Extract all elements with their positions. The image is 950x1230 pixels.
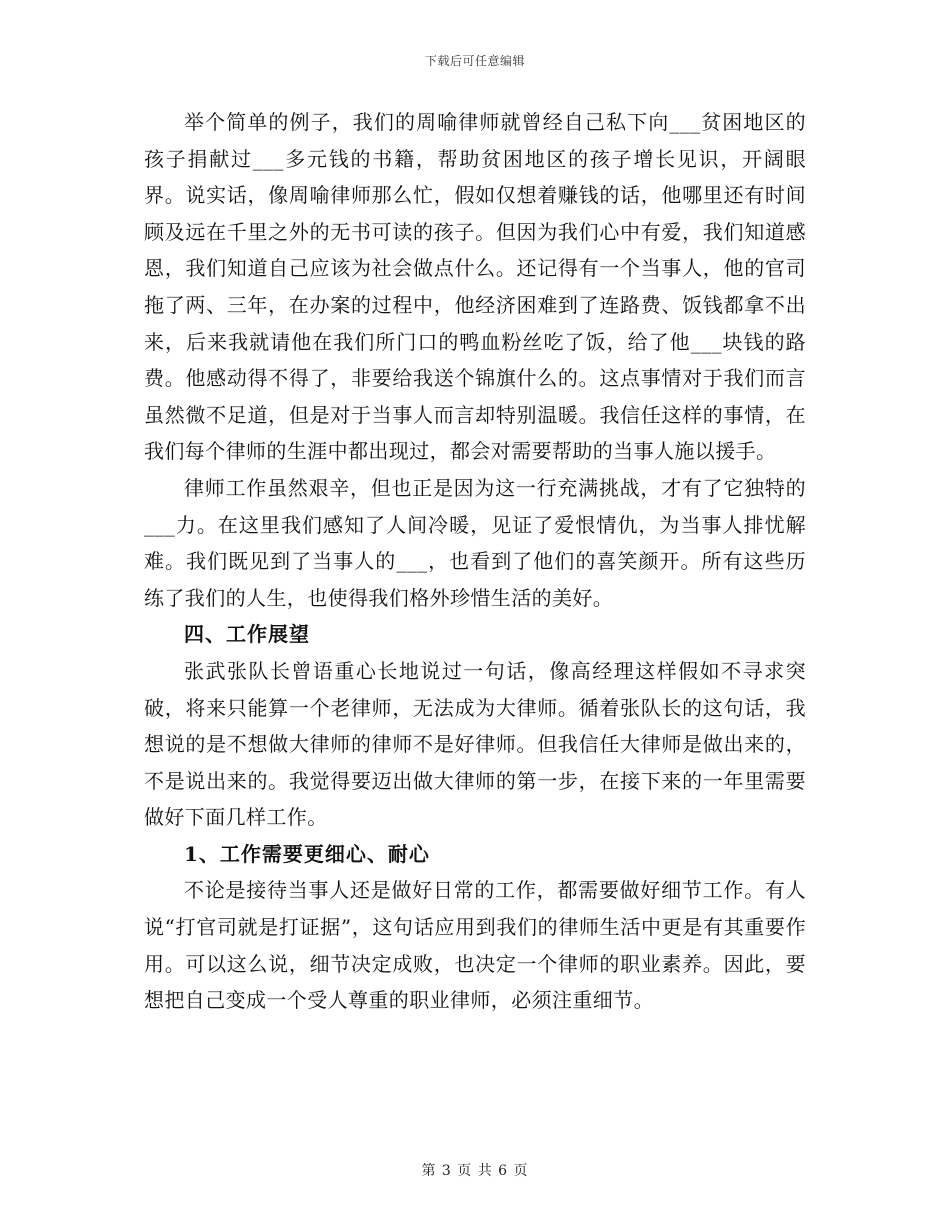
paragraph-big-lawyer-goal: 张武张队长曾语重心长地说过一句话，像高经理这样假如不寻求突破，将来只能算一个老律师，无法成为大律师。循着张队长的这句话，我想说的是不想做大律师的律师不是好律师。但我信任大律师是做出来的，不是说出来的。我觉得要迈出做大律师的第一步，在接下来的一年里需要做好下面几样工作。 xyxy=(144,658,806,830)
subsection-heading-careful-patient: 1、工作需要更细心、耐心 xyxy=(184,841,430,866)
page-header-note: 下载后可任意编辑 xyxy=(424,54,525,68)
page-number: 第 3 页 共 6 页 xyxy=(421,1163,529,1179)
paragraph-attention-to-detail: 不论是接待当事人还是做好日常的工作，都需要做好细节工作。有人说“打官司就是打证据”，这句话应用到我们的律师生活中更是有其重要作用。可以这么说，细节决定成败，也决定一个律师的职业素养。因此，要想把自己变成一个受人尊重的职业律师，必须注重细节。 xyxy=(144,878,806,1013)
document-body xyxy=(144,104,806,1019)
section-heading-work-outlook: 四、工作展望 xyxy=(184,622,310,647)
paragraph-donation-example: 举个简单的例子，我们的周喻律师就曾经自己私下向___贫困地区的孩子捐献过___多元钱的书籍，帮助贫困地区的孩子增长见识，开阔眼界。说实话，像周喻律师那么忙，假如仅想着赚钱的话，他哪里还有时间顾及远在千里之外的无书可读的孩子。但因为我们心中有爱，我们知道感恩，我们知道自己应该为社会做点什么。还记得有一个当事人，他的官司拖了两、三年，在办案的过程中，他经济困难到了连路费、饭钱都拿不出来，后来我就请他在我们所门口的鸭血粉丝吃了饭，给了他___块钱的路费。他感动得不得了，非要给我送个锦旗什么的。这点事情对于我们而言虽然微不足道，但是对于当事人而言却特别温暖。我信任这样的事情，在我们每个律师的生涯中都出现过，都会对需要帮助的当事人施以援手。 xyxy=(144,110,806,464)
paragraph-lawyer-work-reflection: 律师工作虽然艰辛，但也正是因为这一行充满挑战，才有了它独特的___力。在这里我们感知了人间冷暖，见证了爱恨情仇，为当事人排忧解难。我们既见到了当事人的___，也看到了他们的喜笑颜开。所有这些历练了我们的人生，也使得我们格外珍惜生活的美好。 xyxy=(144,475,806,610)
